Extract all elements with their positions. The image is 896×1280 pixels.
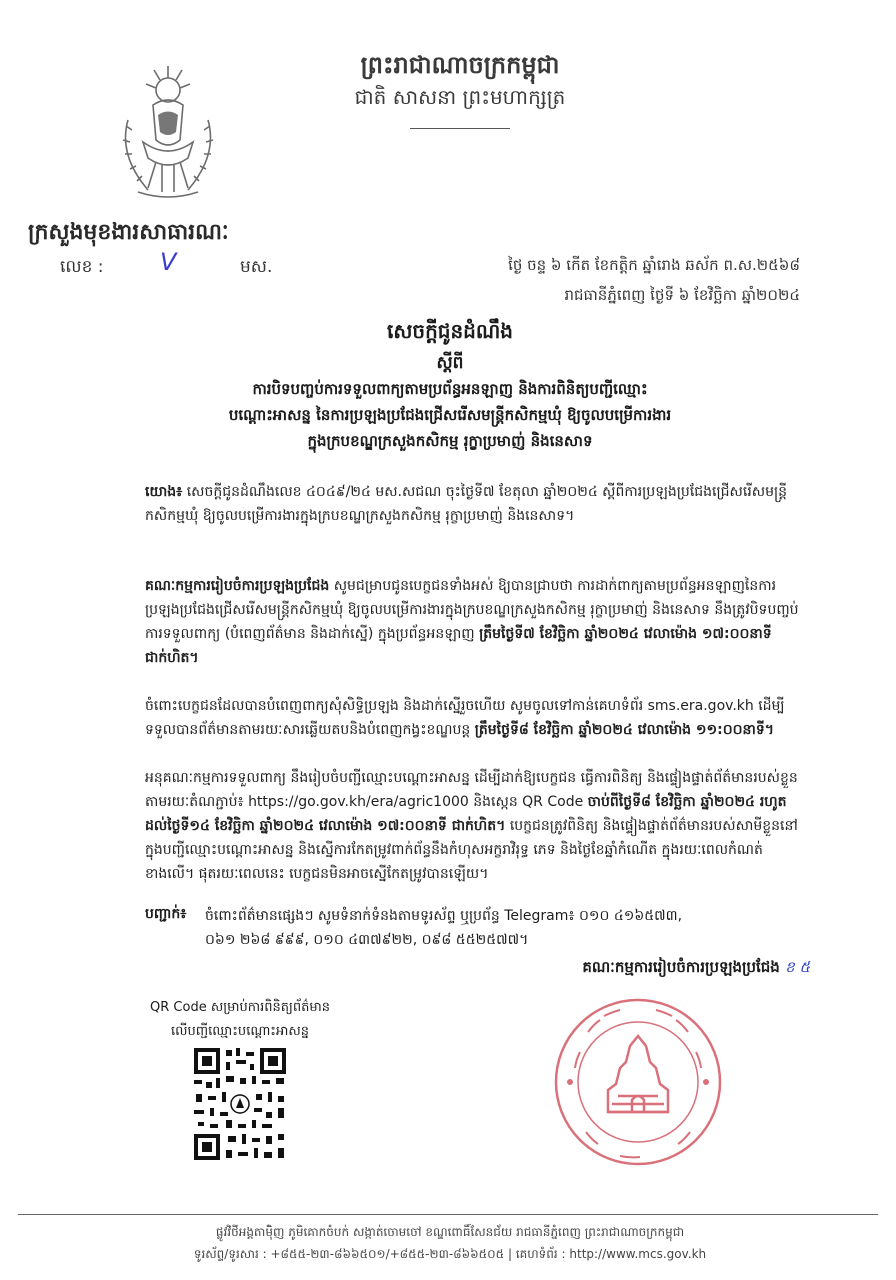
notice-heading-line-3: ក្នុងក្របខណ្ឌក្រសួងកសិកម្ម រុក្ខាប្រមាញ់ និងនេសាទ bbox=[307, 432, 593, 450]
official-seal-icon bbox=[548, 992, 728, 1172]
qr-caption bbox=[110, 996, 370, 1044]
notice-title: សេចក្តីជូនដំណឹង bbox=[387, 319, 513, 343]
footer-divider bbox=[18, 1214, 878, 1215]
signature-block bbox=[470, 958, 810, 980]
notice-heading-line-2: បណ្តោះអាសន្ន នៃការប្រឡងប្រជែងជ្រើសរើសមន្ត្រីកសិកម្មឃុំ ឱ្យចូលបម្រើការងារ bbox=[228, 406, 672, 424]
reference-paragraph bbox=[145, 480, 805, 528]
ministry-name: ក្រសួងមុខងារសាធារណៈ bbox=[28, 220, 229, 245]
paragraph-sms-followup bbox=[145, 694, 805, 742]
paragraph-3-period: ចាប់ពីថ្ងៃទី៨ ខែវិច្ឆិកា ឆ្នាំ២០២៤ រហូតដល់ថ្ងៃទី១៤ ខែវិច្ឆិកា ឆ្នាំ២០២៤ វេលាម៉ោង ១៧:០០នាទី ជាក់ហិត។ bbox=[145, 794, 787, 834]
paragraph-3-text: អនុគណៈកម្មការទទួលពាក្យ នឹងរៀបចំបញ្ជីឈ្មោះបណ្តោះអាសន្ន ដើម្បីដាក់ឱ្យបេក្ខជន ធ្វើការពិនិត្យ និងផ្ទៀងផ្ទាត់ព័ត៌មានរបស់ខ្លួន តាមរយៈតំណភ្ជាប់៖ bbox=[145, 770, 798, 810]
reference-label: លេខ : bbox=[60, 257, 104, 277]
paragraph-2-deadline: ត្រឹមថ្ងៃទី៨ ខែវិច្ឆិកា ឆ្នាំ២០២៤ វេលាម៉ោង ១១:០០នាទី។ bbox=[474, 722, 774, 738]
reference-number: V bbox=[160, 248, 177, 276]
contact-line-1: ចំពោះព័ត៌មានផ្សេងៗ សូមទំនាក់ទំនងតាមទូរស័ព្ទ ឬប្រព័ន្ធ Telegram៖ ០១០ ៤១៦៥៧៣, bbox=[205, 908, 683, 924]
signature-mark: ខ ៥ bbox=[785, 958, 810, 976]
qr-caption-line-2: លើបញ្ជីឈ្មោះបណ្តោះអាសន្ន bbox=[170, 1024, 310, 1039]
paragraph-closing-submissions bbox=[145, 574, 805, 670]
paragraph-3-rest: បេក្ខជនត្រូវពិនិត្យ និងផ្ទៀងផ្ទាត់ព័ត៌មានរបស់សាមីខ្លួននៅក្នុងបញ្ជីឈ្មោះបណ្តោះអាសន្ន និងស្នើការកែតម្រូវពាក់ព័ន្ធនឹងកំហុសអក្ខរាវិរុទ្ធ ភេទ និងថ្ងៃខែឆ្នាំកំណើត ក្នុងរយៈពេលកំណត់ខាងលើ។ ផុតរយៈពេលនេះ បេក្ខជនមិនអាចស្នើកែតម្រូវបានឡើយ។ bbox=[145, 818, 798, 882]
paragraph-1-text: សូមជម្រាបជូនបេក្ខជនទាំងអស់ ឱ្យបានជ្រាបថា ការដាក់ពាក្យតាមប្រព័ន្ធអនឡាញនៃការប្រឡងប្រជែងជ្រើសរើសមន្ត្រីកសិកម្មឃុំ ឱ្យចូលបម្រើការងារក្នុងក្របខណ្ឌក្រសួងកសិកម្ម រុក្ខាប្រមាញ់ និងនេសាទ នឹងត្រូវបិទបញ្ចប់ការទទួលពាក្យ (បំពេញព័ត៌មាន និងដាក់ស្នើ) ក្នុងប្រព័ន្ធអនឡាញ bbox=[145, 578, 799, 642]
paragraph-3-qr-note: និងស្កេន QR Code bbox=[473, 794, 584, 810]
paragraph-2-text: ចំពោះបេក្ខជនដែលបានបំពេញពាក្យសុំសិទ្ធិប្រឡង និងដាក់ស្នើរួចហើយ សូមចូលទៅកាន់គេហទំព័រ bbox=[145, 698, 644, 714]
signatory-title: គណៈកម្មការរៀបចំការប្រឡងប្រជែង bbox=[582, 958, 780, 976]
national-motto: ជាតិ សាសនា ព្រះមហាក្សត្រ bbox=[354, 85, 566, 109]
motto-divider bbox=[410, 128, 510, 129]
notice-heading-line-1: ការបិទបញ្ចប់ការទទួលពាក្យតាមប្រព័ន្ធអនឡាញ និងការពិនិត្យបញ្ជីឈ្មោះ bbox=[252, 380, 648, 398]
sms-website-link[interactable]: sms.era.gov.kh bbox=[647, 698, 754, 714]
royal-emblem-icon bbox=[108, 60, 228, 210]
footer-address: ផ្លូវវិថីអង្គតាម៉ុិញ ភូមិគោកចំបក់ សង្កាត់ចោមចៅ ខណ្ឌពោធិ៍សែនជ័យ រាជធានីភ្នំពេញ ព្រះរាជាណាចក្រកម្ពុជា bbox=[215, 1225, 685, 1239]
lunar-date: ថ្ងៃ ចន្ទ ៦ កើត ខែកត្តិក ឆ្នាំរោង ឆស័ក ព.ស.២៥៦៨ bbox=[508, 256, 800, 274]
footer-contact: ទូរស័ព្ទ/ទូរសារ : +៨៥៥-២៣-៨៦៦៥០១/+៨៥៥-២៣-៨៦៦៥០៥ | គេហទំព័រ : http://www.mcs.gov.kh bbox=[193, 1247, 707, 1261]
reference-paragraph-text: សេចក្តីជូនដំណឹងលេខ ៤០៤៩/២៤ មស.សជណ ចុះថ្ងៃទី៧ ខែតុលា ឆ្នាំ២០២៤ ស្តីពីការប្រឡងប្រជែងជ្រើសរើសមន្ត្រីកសិកម្មឃុំ ឱ្យចូលបម្រើការងារក្នុងក្របខណ្ឌក្រសួងកសិកម្ម រុក្ខាប្រមាញ់ និងនេសាទ។ bbox=[145, 484, 788, 524]
reference-code: មស. bbox=[240, 257, 273, 277]
paragraph-2-text-2: ដើម្បីទទួលបានព័ត៌មានតាមរយៈសារឆ្លើយតបនិងបំពេញកង្វះខណ្ឌបន្ត bbox=[145, 698, 785, 738]
kingdom-heading: ព្រះរាជាណាចក្រកម្ពុជា bbox=[360, 50, 560, 79]
contact-details bbox=[205, 904, 805, 952]
qr-caption-line-1: QR Code សម្រាប់ការពិនិត្យព័ត៌មាន bbox=[150, 1000, 330, 1015]
contact-line-2: ០៦១ ២៦៨ ៩៩៩, ០១០ ៤៣៧៩២២, ០៩៨ ៥៥២៥៧៧។ bbox=[205, 932, 529, 948]
reference-paragraph-label: យោង៖ bbox=[145, 484, 183, 500]
paragraph-1-deadline: ត្រឹមថ្ងៃទី៧ ខែវិច្ឆិកា ឆ្នាំ២០២៤ វេលាម៉ោង ១៧:០០នាទីជាក់ហិត។ bbox=[145, 626, 772, 666]
contact-label: បញ្ជាក់៖ bbox=[145, 906, 187, 922]
committee-lead: គណៈកម្មការរៀបចំការប្រឡងប្រជែង bbox=[145, 578, 330, 594]
qr-code-icon[interactable] bbox=[192, 1046, 288, 1162]
notice-subject-label: ស្តីពី bbox=[436, 353, 464, 373]
solar-date: រាជធានីភ្នំពេញ ថ្ងៃទី ៦ ខែវិច្ឆិកា ឆ្នាំ២០២៤ bbox=[564, 286, 800, 304]
provisional-list-link[interactable]: https://go.gov.kh/era/agric1000 bbox=[248, 794, 469, 810]
paragraph-provisional-list bbox=[145, 766, 805, 886]
